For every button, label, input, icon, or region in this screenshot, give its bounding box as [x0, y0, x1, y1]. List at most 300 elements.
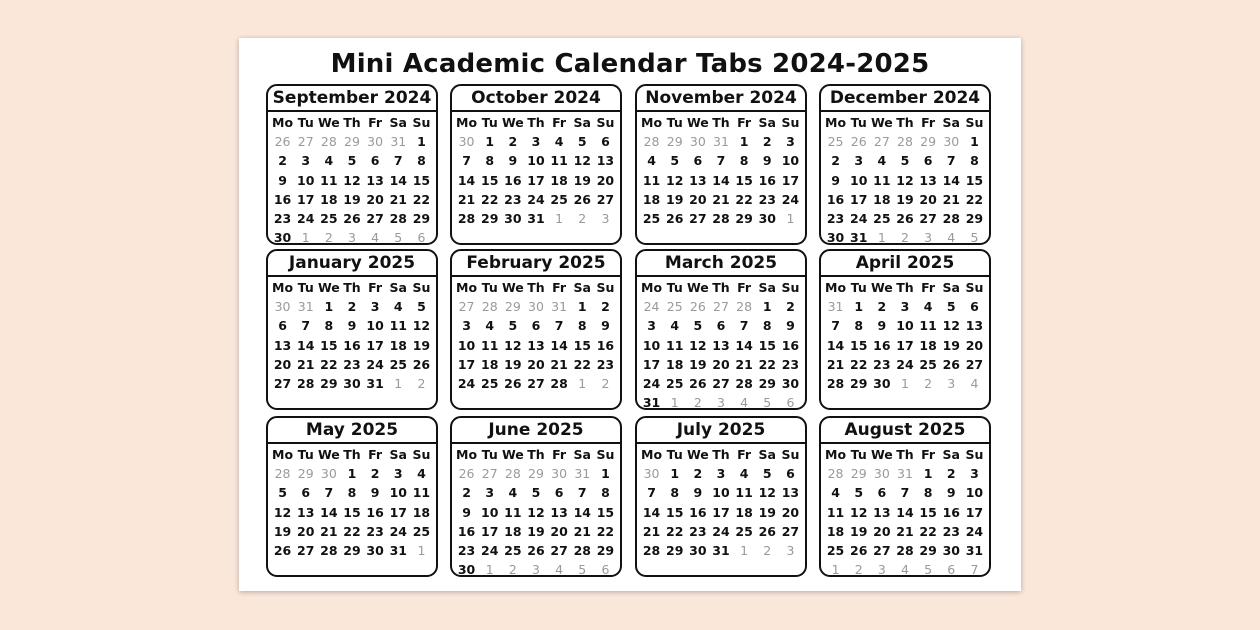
weekday-header: Tu — [297, 447, 314, 462]
day: 2 — [370, 466, 380, 481]
day: 6 — [716, 318, 726, 334]
day: 22 — [596, 523, 615, 539]
weekday-header: Sa — [573, 115, 591, 130]
day: 9 — [877, 318, 887, 334]
day: 16 — [781, 337, 800, 353]
day: 2 — [278, 153, 287, 169]
day: 21 — [389, 191, 407, 207]
day: 22 — [965, 191, 984, 207]
day: 18 — [735, 504, 753, 520]
day: 17 — [481, 523, 499, 539]
day: 6 — [970, 299, 979, 314]
day: 5 — [278, 485, 287, 501]
day: 19 — [758, 504, 776, 520]
weekday-header: Tu — [850, 115, 867, 130]
day: 1 — [485, 134, 495, 149]
day: 11 — [550, 153, 568, 169]
day: 20 — [781, 504, 800, 520]
day: 20 — [527, 356, 545, 372]
month-panel — [635, 249, 807, 410]
day: 23 — [758, 191, 776, 207]
day: 22 — [850, 356, 868, 372]
day: 2 — [877, 299, 887, 314]
adjacent-day: 3 — [924, 230, 933, 245]
day: 23 — [504, 191, 522, 207]
day: 27 — [873, 543, 891, 559]
day: 13 — [919, 172, 937, 188]
day: 4 — [554, 134, 564, 149]
month-panel — [635, 84, 807, 245]
adjacent-day: 5 — [970, 230, 979, 245]
day: 22 — [320, 356, 338, 372]
day: 30 — [366, 543, 384, 559]
day-grid — [268, 444, 436, 560]
weekday-header: Tu — [481, 115, 498, 130]
day: 9 — [601, 318, 610, 334]
weekday-header: Mo — [272, 115, 294, 130]
weekday-header: Su — [781, 447, 800, 462]
day: 24 — [297, 211, 315, 227]
day: 30 — [689, 543, 707, 559]
day: 9 — [370, 485, 380, 501]
adjacent-day: 7 — [970, 562, 979, 577]
day: 20 — [273, 356, 292, 372]
day: 25 — [826, 543, 845, 559]
day: 25 — [481, 376, 499, 392]
adjacent-day: 4 — [947, 230, 956, 245]
day: 5 — [762, 466, 772, 481]
day: 5 — [347, 153, 357, 169]
day: 23 — [596, 356, 615, 372]
day: 4 — [393, 299, 403, 314]
adjacent-day: 31 — [390, 134, 407, 149]
adjacent-day: 4 — [740, 395, 749, 410]
day: 3 — [900, 299, 910, 314]
adjacent-day: 3 — [601, 211, 610, 227]
adjacent-day: 2 — [854, 562, 863, 577]
day: 10 — [366, 318, 384, 334]
day: 29 — [850, 376, 868, 392]
weekday-header: Tu — [666, 280, 683, 295]
day: 30 — [504, 211, 522, 227]
day: 4 — [831, 485, 840, 501]
weekday-header: Tu — [666, 447, 683, 462]
weekday-header: We — [686, 280, 709, 295]
weekday-header: Fr — [921, 447, 936, 462]
day: 25 — [666, 376, 684, 392]
weekday-header: Sa — [942, 447, 960, 462]
day: 27 — [273, 376, 292, 392]
day-grid — [452, 277, 620, 393]
day: 13 — [527, 337, 545, 353]
day: 21 — [457, 191, 476, 207]
day: 12 — [850, 504, 868, 520]
adjacent-day: 29 — [504, 299, 521, 314]
day: 7 — [324, 485, 334, 501]
month-name: April 2025 — [821, 251, 989, 277]
adjacent-day: 1 — [670, 395, 679, 410]
day: 3 — [370, 299, 380, 314]
weekday-header: Mo — [641, 280, 663, 295]
day: 20 — [297, 523, 315, 539]
weekday-header: We — [870, 447, 893, 462]
day: 3 — [462, 318, 471, 334]
adjacent-day: 3 — [532, 562, 540, 577]
day: 25 — [412, 523, 431, 539]
day: 9 — [278, 172, 287, 188]
day: 12 — [527, 504, 545, 520]
day: 27 — [712, 376, 730, 392]
day: 14 — [642, 504, 661, 520]
day: 24 — [527, 191, 545, 207]
day: 9 — [762, 153, 772, 169]
month-panel — [450, 84, 622, 245]
day: 5 — [693, 318, 703, 334]
day: 29 — [758, 376, 776, 392]
adjacent-day: 26 — [689, 299, 706, 314]
day: 26 — [666, 211, 684, 227]
weekday-header: Mo — [272, 280, 294, 295]
day: 12 — [689, 337, 707, 353]
day: 4 — [485, 318, 495, 334]
day: 10 — [965, 485, 984, 501]
day: 3 — [301, 153, 311, 169]
adjacent-day: 29 — [850, 466, 867, 481]
day: 17 — [457, 356, 476, 372]
adjacent-day: 26 — [274, 134, 291, 149]
day: 22 — [481, 191, 499, 207]
adjacent-day: 1 — [740, 543, 749, 559]
day: 3 — [786, 134, 795, 149]
day-grid — [452, 444, 620, 577]
day: 25 — [919, 356, 937, 372]
day: 25 — [735, 523, 753, 539]
day: 23 — [826, 211, 845, 227]
day: 6 — [554, 485, 564, 501]
day: 18 — [826, 523, 845, 539]
weekday-header: Su — [412, 115, 431, 130]
day: 8 — [970, 153, 979, 169]
day: 25 — [550, 191, 568, 207]
day: 1 — [923, 466, 933, 481]
weekday-header: We — [501, 447, 524, 462]
weekday-header: We — [501, 280, 524, 295]
day: 21 — [735, 356, 753, 372]
day: 17 — [297, 191, 315, 207]
adjacent-day: 31 — [551, 299, 568, 314]
day-grid — [821, 444, 989, 577]
day: 11 — [389, 318, 407, 334]
day: 7 — [577, 485, 587, 501]
day: 13 — [550, 504, 568, 520]
day-grid — [821, 112, 989, 245]
adjacent-day: 1 — [901, 376, 909, 392]
weekday-header: Tu — [850, 280, 867, 295]
calendar-sheet — [239, 38, 1021, 591]
day: 20 — [550, 523, 568, 539]
day: 28 — [735, 376, 753, 392]
weekday-header: Tu — [297, 115, 314, 130]
day: 18 — [666, 356, 684, 372]
day: 5 — [417, 299, 426, 314]
day: 18 — [504, 523, 522, 539]
day: 1 — [970, 134, 979, 149]
adjacent-day: 6 — [417, 230, 426, 245]
day: 23 — [366, 523, 384, 539]
adjacent-day: 5 — [578, 562, 587, 577]
day: 28 — [297, 376, 315, 392]
day: 14 — [550, 337, 568, 353]
day: 5 — [670, 153, 680, 169]
day: 19 — [273, 523, 292, 539]
month-name: January 2025 — [268, 251, 436, 277]
day: 23 — [942, 523, 960, 539]
day: 12 — [412, 318, 431, 334]
day: 28 — [573, 543, 591, 559]
day: 8 — [347, 485, 357, 501]
day: 24 — [389, 523, 407, 539]
day: 30 — [343, 376, 361, 392]
day: 12 — [666, 172, 684, 188]
day: 5 — [577, 134, 587, 149]
day: 10 — [297, 172, 315, 188]
day: 20 — [366, 191, 384, 207]
day: 25 — [504, 543, 522, 559]
weekday-header: We — [317, 280, 340, 295]
adjacent-day: 29 — [528, 466, 544, 481]
day: 9 — [831, 172, 840, 188]
weekday-header: Su — [781, 115, 800, 130]
weekday-header: Th — [712, 447, 730, 462]
day: 27 — [919, 211, 937, 227]
adjacent-day: 2 — [601, 376, 610, 392]
day: 15 — [758, 337, 776, 353]
day: 14 — [297, 337, 315, 353]
day: 13 — [781, 485, 800, 501]
adjacent-day: 6 — [786, 395, 795, 410]
day: 17 — [850, 191, 868, 207]
day: 15 — [596, 504, 615, 520]
day: 25 — [873, 211, 891, 227]
day: 17 — [965, 504, 984, 520]
day: 9 — [693, 485, 703, 501]
month-name: October 2024 — [452, 86, 620, 112]
weekday-header: Th — [527, 447, 545, 462]
day: 29 — [481, 211, 499, 227]
day: 10 — [896, 318, 914, 334]
weekday-header: Fr — [737, 115, 752, 130]
month-name: June 2025 — [452, 418, 620, 444]
weekday-header: We — [317, 447, 340, 462]
day: 19 — [666, 191, 684, 207]
day: 29 — [320, 376, 338, 392]
day: 26 — [527, 543, 545, 559]
day: 13 — [366, 172, 384, 188]
day-grid — [637, 444, 805, 560]
day: 18 — [481, 356, 499, 372]
day: 28 — [550, 376, 568, 392]
adjacent-day: 28 — [827, 466, 844, 481]
weekday-header: Tu — [297, 280, 314, 295]
adjacent-day: 2 — [693, 395, 702, 410]
weekday-header: Mo — [456, 280, 478, 295]
weekday-header: Sa — [758, 115, 776, 130]
day: 16 — [873, 337, 891, 353]
adjacent-day: 29 — [920, 134, 937, 149]
day: 31 — [642, 395, 661, 410]
adjacent-day: 2 — [417, 376, 426, 392]
month-name: July 2025 — [637, 418, 805, 444]
day: 2 — [347, 299, 357, 314]
adjacent-day: 27 — [481, 466, 498, 481]
day: 5 — [900, 153, 910, 169]
day: 11 — [504, 504, 522, 520]
day: 17 — [781, 172, 800, 188]
day: 26 — [758, 523, 776, 539]
weekday-header: Fr — [921, 280, 936, 295]
day: 14 — [573, 504, 591, 520]
weekday-header: Sa — [573, 280, 591, 295]
day: 27 — [366, 211, 384, 227]
adjacent-day: 1 — [555, 211, 564, 227]
weekday-header: Sa — [389, 280, 407, 295]
adjacent-day: 1 — [394, 376, 403, 392]
day: 29 — [666, 543, 684, 559]
day: 29 — [919, 543, 937, 559]
weekday-header: Fr — [737, 447, 752, 462]
day: 20 — [919, 191, 937, 207]
day: 15 — [481, 172, 499, 188]
day: 18 — [320, 191, 338, 207]
day-grid — [821, 277, 989, 393]
adjacent-day: 31 — [713, 134, 729, 149]
weekday-header: Fr — [368, 115, 383, 130]
weekday-header: Su — [412, 280, 431, 295]
day: 11 — [919, 318, 937, 334]
day: 27 — [550, 543, 568, 559]
day: 26 — [689, 376, 707, 392]
day: 17 — [896, 337, 914, 353]
adjacent-day: 30 — [689, 134, 706, 149]
day: 1 — [739, 134, 749, 149]
day: 16 — [758, 172, 776, 188]
day: 16 — [942, 504, 960, 520]
day: 17 — [527, 172, 545, 188]
day: 10 — [642, 337, 661, 353]
weekday-header: Su — [965, 447, 984, 462]
day: 16 — [457, 523, 476, 539]
day: 20 — [689, 191, 707, 207]
day: 28 — [457, 211, 476, 227]
day: 17 — [642, 356, 661, 372]
adjacent-day: 3 — [348, 230, 356, 245]
day: 24 — [781, 191, 800, 207]
day: 8 — [485, 153, 495, 169]
day: 31 — [712, 543, 730, 559]
weekday-header: We — [317, 115, 340, 130]
weekday-header: Fr — [737, 280, 752, 295]
day: 2 — [762, 134, 772, 149]
day: 13 — [273, 337, 292, 353]
adjacent-day: 30 — [320, 466, 337, 481]
day: 9 — [946, 485, 956, 501]
day: 24 — [965, 523, 984, 539]
day: 11 — [735, 485, 753, 501]
day: 25 — [320, 211, 338, 227]
day: 10 — [481, 504, 499, 520]
day: 7 — [647, 485, 656, 501]
day: 4 — [670, 318, 680, 334]
day: 29 — [412, 211, 431, 227]
adjacent-day: 2 — [324, 230, 333, 245]
day: 8 — [854, 318, 864, 334]
day: 30 — [942, 543, 960, 559]
day: 4 — [877, 153, 887, 169]
day: 16 — [826, 191, 845, 207]
day: 30 — [781, 376, 800, 392]
day: 22 — [919, 523, 937, 539]
weekday-header: We — [686, 115, 709, 130]
month-panel — [450, 249, 622, 410]
adjacent-day: 1 — [877, 230, 886, 245]
adjacent-day: 4 — [970, 376, 979, 392]
adjacent-day: 30 — [551, 466, 568, 481]
day: 16 — [689, 504, 707, 520]
adjacent-day: 28 — [481, 299, 498, 314]
adjacent-day: 29 — [666, 134, 683, 149]
day: 2 — [831, 153, 840, 169]
weekday-header: Fr — [552, 115, 567, 130]
day: 11 — [666, 337, 684, 353]
adjacent-day: 4 — [555, 562, 564, 577]
day: 1 — [324, 299, 334, 314]
adjacent-day: 1 — [831, 562, 840, 577]
adjacent-day: 2 — [508, 562, 517, 577]
weekday-header: Sa — [758, 447, 776, 462]
day: 7 — [831, 318, 840, 334]
adjacent-day: 29 — [297, 466, 314, 481]
adjacent-day: 1 — [786, 211, 795, 227]
day: 31 — [527, 211, 545, 227]
day: 28 — [826, 376, 845, 392]
day: 31 — [389, 543, 407, 559]
day: 28 — [389, 211, 407, 227]
day: 29 — [596, 543, 615, 559]
day: 8 — [670, 485, 680, 501]
day: 16 — [504, 172, 522, 188]
day: 13 — [712, 337, 730, 353]
adjacent-day: 2 — [763, 543, 772, 559]
day: 19 — [850, 523, 868, 539]
day: 6 — [370, 153, 380, 169]
day: 7 — [716, 153, 726, 169]
adjacent-day: 1 — [417, 543, 426, 559]
adjacent-day: 31 — [897, 466, 913, 481]
day: 11 — [481, 337, 499, 353]
day: 22 — [343, 523, 361, 539]
month-name: August 2025 — [821, 418, 989, 444]
day: 8 — [762, 318, 772, 334]
adjacent-day: 26 — [850, 134, 867, 149]
day: 5 — [508, 318, 518, 334]
day: 20 — [873, 523, 891, 539]
weekday-header: Tu — [481, 447, 498, 462]
weekday-header: Th — [896, 280, 914, 295]
adjacent-day: 3 — [717, 395, 725, 410]
day: 25 — [642, 211, 661, 227]
day: 24 — [481, 543, 499, 559]
day: 8 — [739, 153, 749, 169]
